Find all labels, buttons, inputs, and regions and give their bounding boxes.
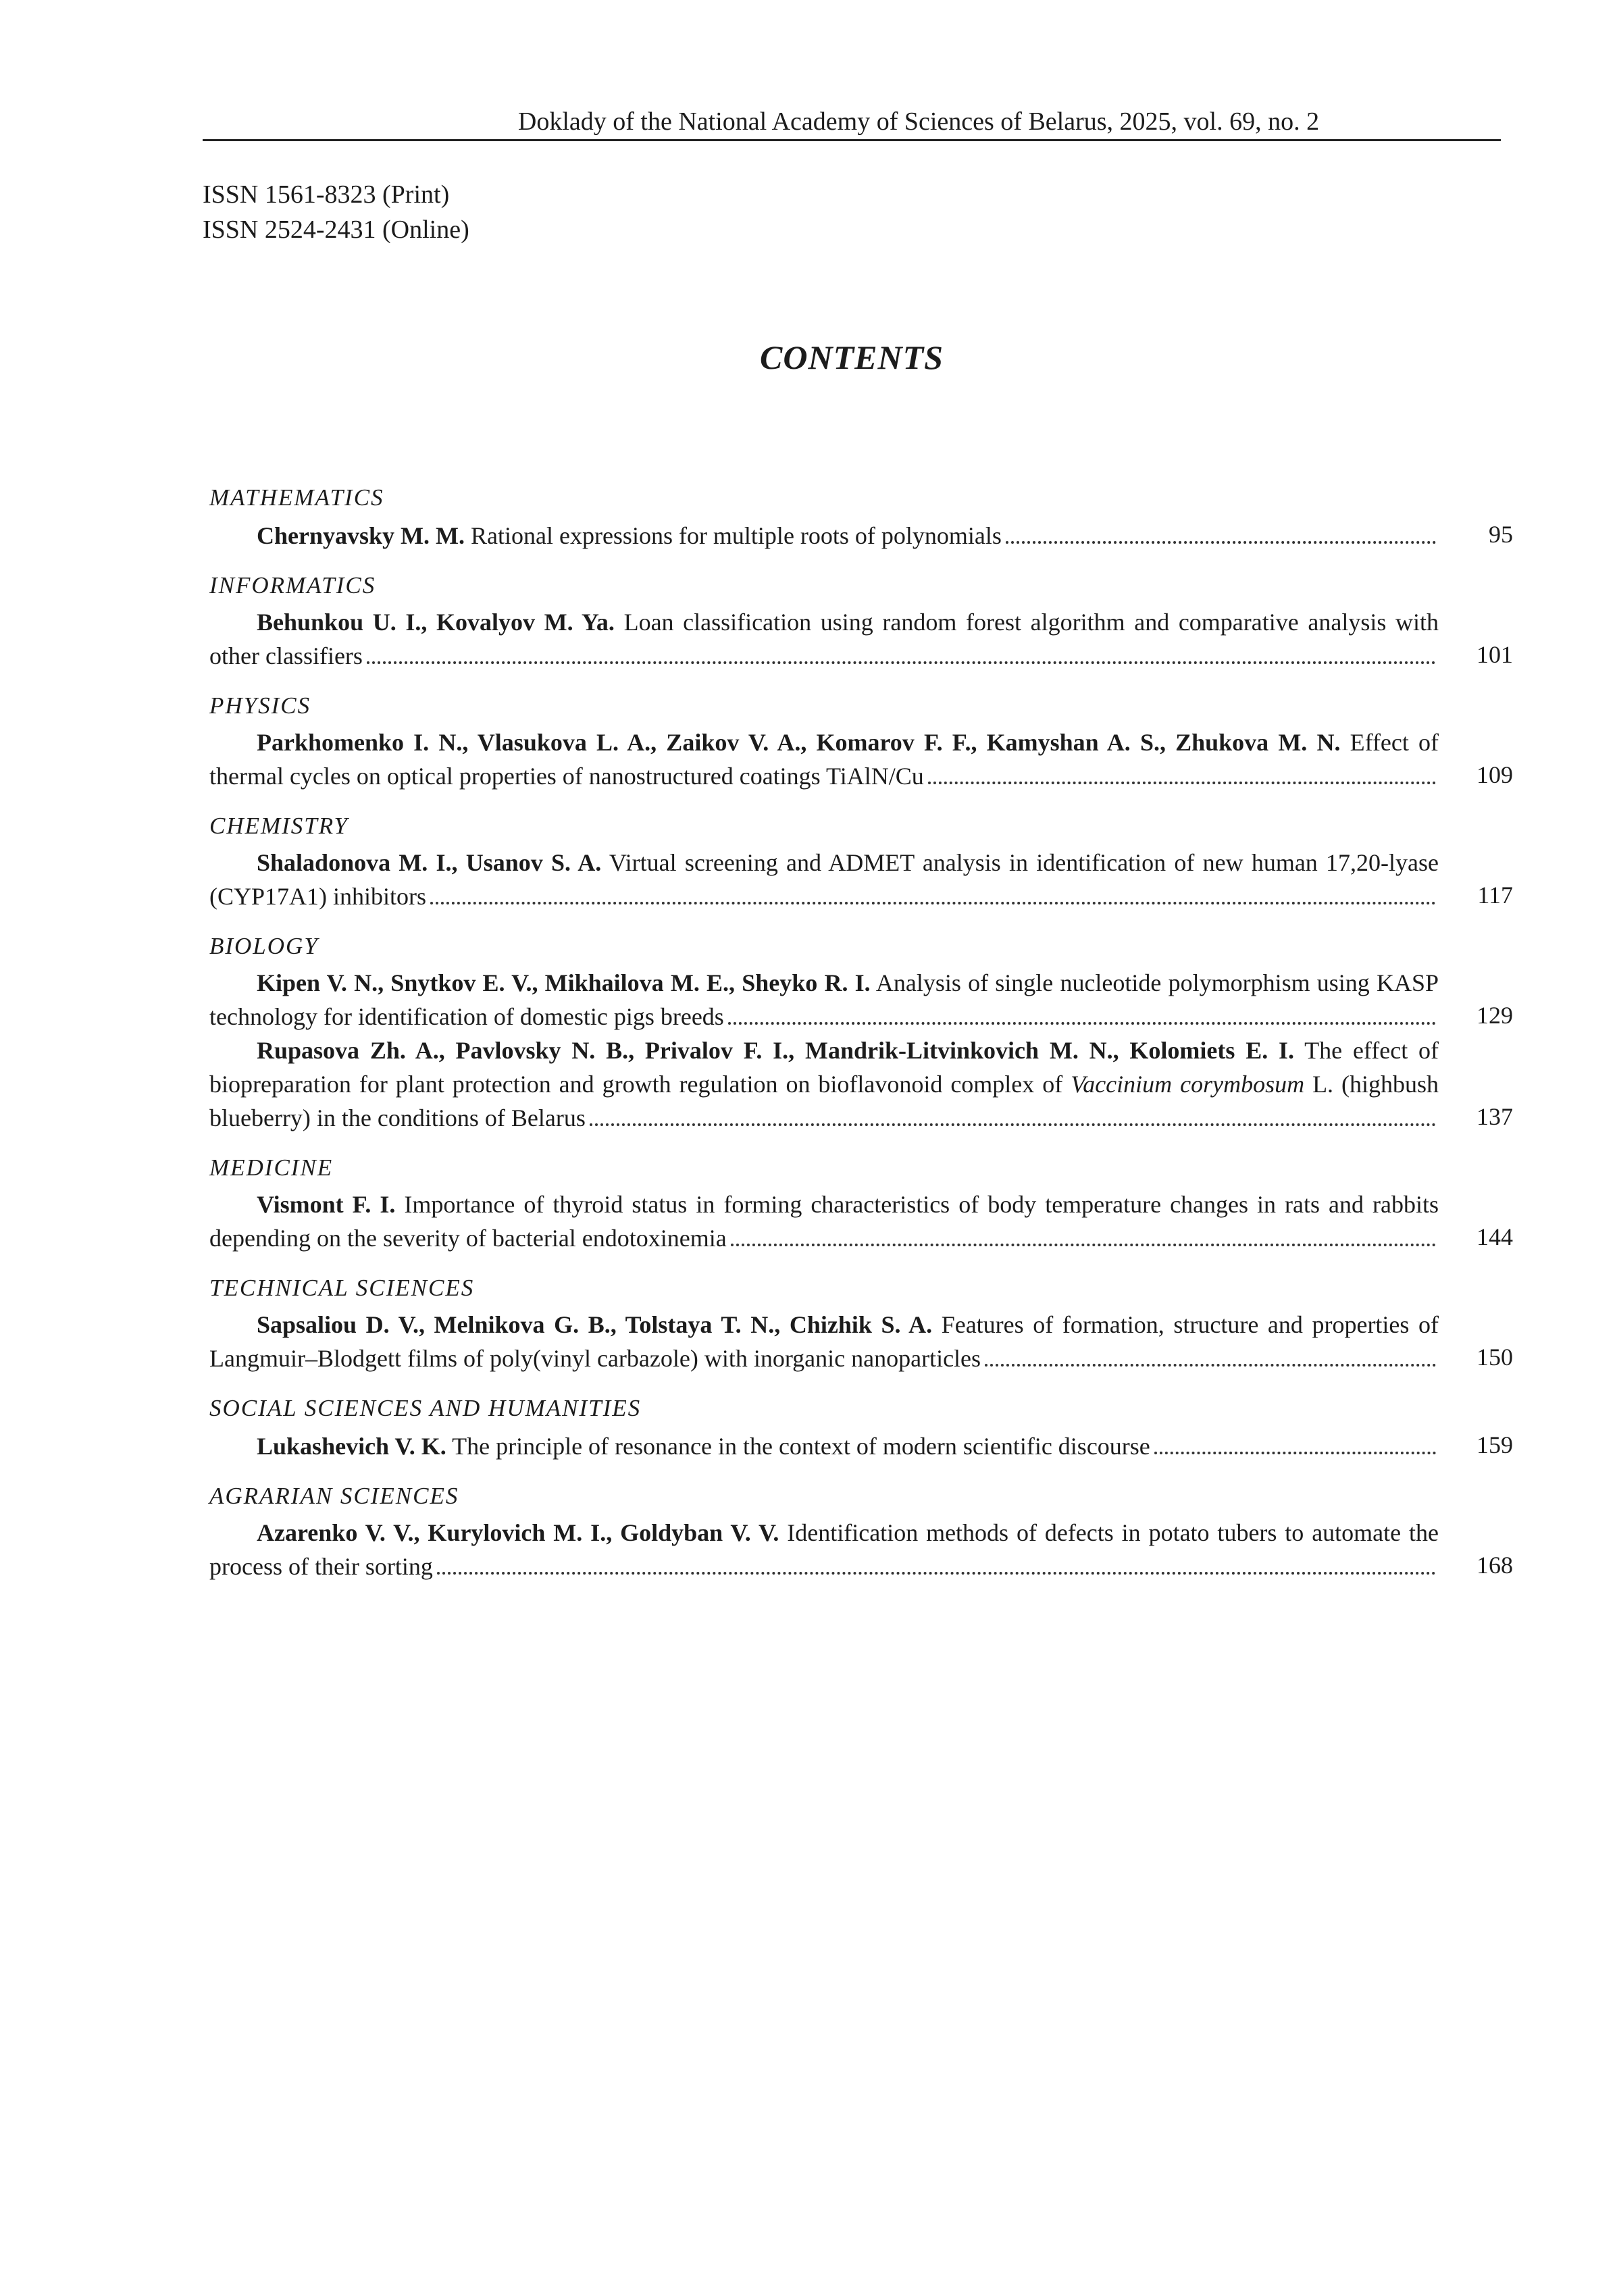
section-heading: MEDICINE xyxy=(209,1154,334,1181)
header-rule xyxy=(203,139,1501,141)
entry-text xyxy=(209,846,1445,913)
entry-page-number: 137 xyxy=(1477,1103,1513,1130)
entry-text xyxy=(209,1188,1445,1255)
entry-text xyxy=(209,605,1445,673)
toc-section xyxy=(209,1478,1513,1583)
entry-title: Identification methods of defects in potato tubers to automate the process of their sorting xyxy=(209,1519,1439,1580)
dot-leader xyxy=(437,1572,1436,1575)
section-heading: CHEMISTRY xyxy=(209,813,349,839)
entry-title-italic: Vaccinium corymbosum xyxy=(1071,1071,1305,1098)
entry-text xyxy=(209,1034,1445,1135)
entry-title: Importance of thyroid status in forming characteristics of body temperature changes in rats and rabbits depending on the severity of bacterial endotoxinemia xyxy=(209,1191,1439,1252)
section-heading: TECHNICAL SCIENCES xyxy=(209,1275,475,1301)
dot-leader xyxy=(1154,1452,1436,1454)
entry-text xyxy=(209,1516,1445,1583)
dot-leader xyxy=(430,902,1436,904)
entry-page-number: 109 xyxy=(1477,761,1513,788)
toc-entry[interactable] xyxy=(209,966,1513,1034)
section-heading: INFORMATICS xyxy=(209,572,376,598)
running-header: Doklady of the National Academy of Sciences of Belarus, 2025, vol. 69, no. 2 xyxy=(517,107,1320,136)
entry-text xyxy=(209,1429,1445,1463)
entry-title: Effect of thermal cycles on optical properties of nanostructured coatings TiAlN/Cu xyxy=(209,729,1439,790)
section-heading: SOCIAL SCIENCES AND HUMANITIES xyxy=(209,1395,642,1421)
entry-page-number: 95 xyxy=(1489,521,1513,548)
entry-page-number: 129 xyxy=(1477,1002,1513,1029)
toc-entry[interactable] xyxy=(209,846,1513,913)
entry-authors: Shaladonova M. I., Usanov S. A. xyxy=(257,849,602,876)
entry-authors: Parkhomenko I. N., Vlasukova L. A., Zaikov V. A., Komarov F. F., Kamyshan A. S., Zhukova M. N. xyxy=(257,729,1341,756)
entry-title: The principle of resonance in the context of modern scientific discourse xyxy=(452,1433,1150,1460)
entry-page-number: 168 xyxy=(1477,1552,1513,1579)
dot-leader xyxy=(731,1244,1436,1246)
entry-authors: Chernyavsky M. M. xyxy=(257,522,465,549)
section-heading: MATHEMATICS xyxy=(209,484,384,511)
dot-leader xyxy=(728,1022,1436,1025)
entry-authors: Behunkou U. I., Kovalyov M. Ya. xyxy=(257,609,615,636)
section-heading: AGRARIAN SCIENCES xyxy=(209,1483,459,1509)
section-heading: PHYSICS xyxy=(209,692,311,719)
toc-section xyxy=(209,480,1513,553)
entry-title: Rational expressions for multiple roots of polynomials xyxy=(471,522,1002,549)
entry-page-number: 150 xyxy=(1477,1344,1513,1371)
entry-text xyxy=(209,519,1445,553)
entry-title: Virtual screening and ADMET analysis in identification of new human 17,20-lyase (CYP17A1) inhibitors xyxy=(209,849,1439,910)
toc-section xyxy=(209,808,1513,913)
issn-block xyxy=(203,177,469,247)
entry-authors: Rupasova Zh. A., Pavlovsky N. B., Privalov F. I., Mandrik-Litvinkovich M. N., Kolomiets E. I. xyxy=(257,1037,1295,1064)
toc-section xyxy=(209,928,1513,1135)
toc-section xyxy=(209,1390,1513,1463)
toc-entry[interactable] xyxy=(209,1034,1513,1135)
entry-title: Features of formation, structure and properties of Langmuir–Blodgett films of poly(vinyl carbazole) with inorganic nanoparticles xyxy=(209,1311,1439,1372)
entry-title-tail: L. (highbush blueberry) in the conditions of Belarus xyxy=(209,1071,1439,1131)
section-heading: BIOLOGY xyxy=(209,933,319,959)
toc-section xyxy=(209,688,1513,793)
issn-online: ISSN 2524-2431 (Online) xyxy=(203,215,469,244)
entry-page-number: 101 xyxy=(1477,641,1513,668)
toc-section xyxy=(209,1150,1513,1255)
toc-entry[interactable] xyxy=(209,1516,1513,1583)
entry-title: Analysis of single nucleotide polymorphism using KASP technology for identification of domestic pigs breeds xyxy=(209,969,1439,1030)
toc-entry[interactable] xyxy=(209,605,1513,673)
entry-text xyxy=(209,966,1445,1034)
entry-authors: Vismont F. I. xyxy=(257,1191,396,1218)
entry-authors: Kipen V. N., Snytkov E. V., Mikhailova M. E., Sheyko R. I. xyxy=(257,969,871,996)
toc-entry[interactable] xyxy=(209,1428,1513,1463)
toc-entry[interactable] xyxy=(209,1308,1513,1375)
entry-page-number: 159 xyxy=(1477,1431,1513,1458)
toc-entry[interactable] xyxy=(209,517,1513,553)
entry-title: The effect of biopreparation for plant protection and growth regulation on bioflavonoid complex of xyxy=(209,1037,1439,1098)
entry-text xyxy=(209,725,1445,793)
contents-title: CONTENTS xyxy=(760,338,944,376)
entry-title: Loan classification using random forest algorithm and comparative analysis with other classifiers xyxy=(209,609,1439,669)
entry-authors: Azarenko V. V., Kurylovich M. I., Goldyban V. V. xyxy=(257,1519,779,1546)
toc-section xyxy=(209,567,1513,673)
entry-authors: Sapsaliou D. V., Melnikova G. B., Tolstaya T. N., Chizhik S. A. xyxy=(257,1311,933,1338)
entry-page-number: 144 xyxy=(1477,1223,1513,1250)
entry-text xyxy=(209,1308,1445,1375)
toc-entry[interactable] xyxy=(209,1188,1513,1255)
entry-authors: Lukashevich V. K. xyxy=(257,1433,446,1460)
dot-leader xyxy=(590,1123,1436,1126)
entry-page-number: 117 xyxy=(1477,882,1513,909)
dot-leader xyxy=(367,661,1436,664)
toc-section xyxy=(209,1270,1513,1375)
dot-leader xyxy=(928,782,1436,784)
table-of-contents xyxy=(209,480,1513,1598)
dot-leader xyxy=(985,1364,1436,1367)
dot-leader xyxy=(1006,541,1436,544)
issn-print: ISSN 1561-8323 (Print) xyxy=(203,180,450,209)
toc-entry[interactable] xyxy=(209,725,1513,793)
